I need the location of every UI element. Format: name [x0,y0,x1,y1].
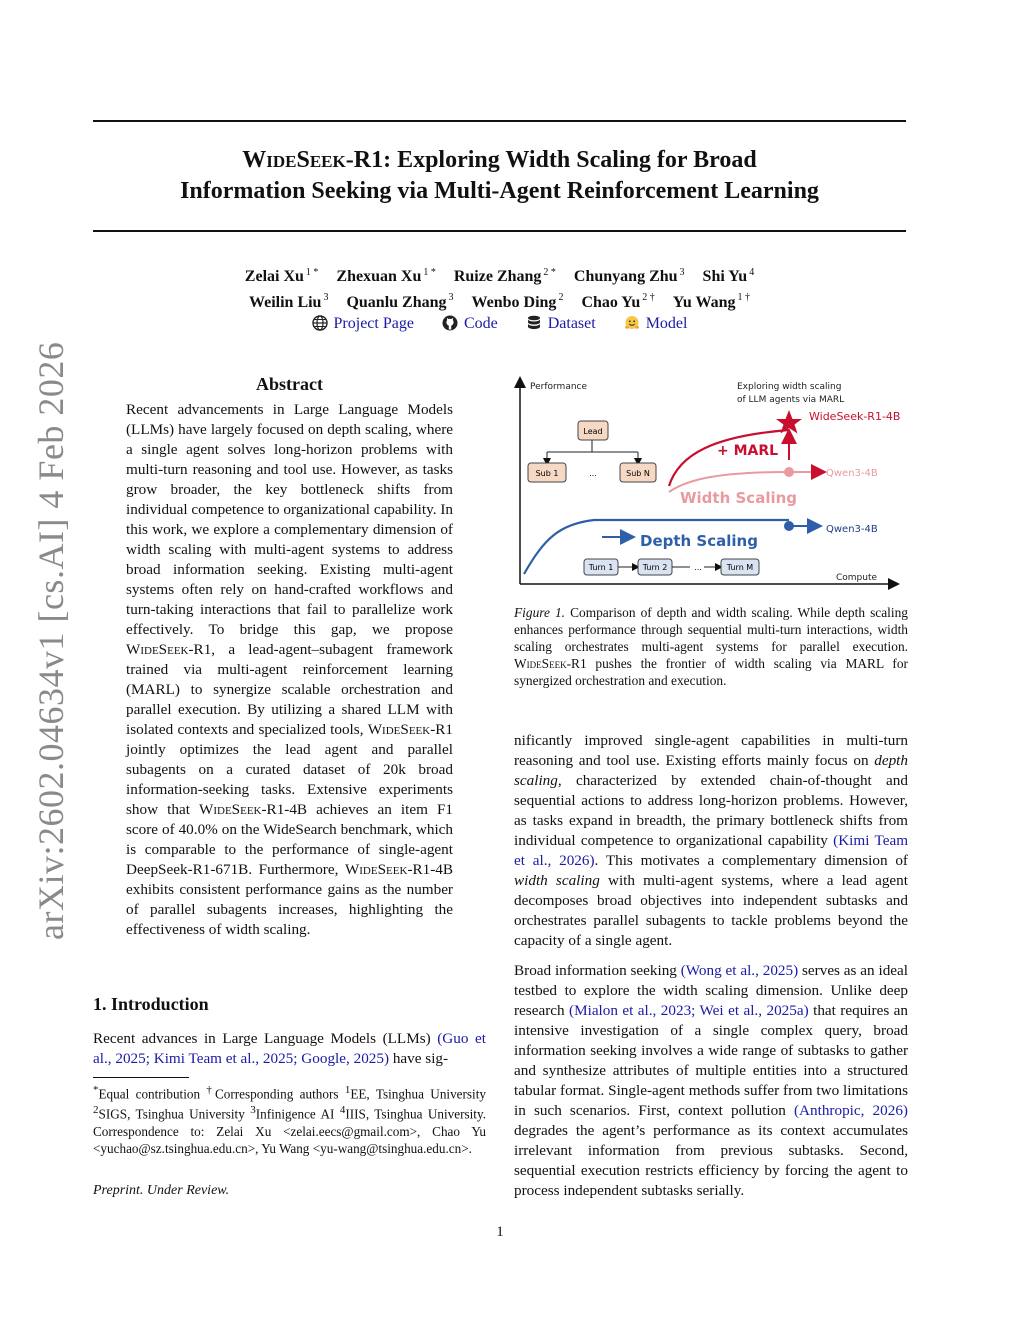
globe-icon [312,315,328,331]
title-line-2: Information Seeking via Multi-Agent Reinforcement Learning [180,178,819,204]
section-heading-introduction: 1. Introduction [93,994,209,1014]
citation-link[interactable]: (Kimi Team et al., 2026) [514,832,909,869]
turn-2-node: Turn 2 [642,563,668,572]
paragraph: nificantly improved single-agent capabilities in multi-turn reasoning and tool use. Existing efforts mainly focus on depth scaling, characterized by extended chain-of-thought and sequential actions to address long-horizon problems. However, as tasks expand in breadth, the primary bottleneck shifts from individual competence to organizational capability (Kimi Team et al., 2026). This motivates a complementary dimension of width scaling with multi-agent systems, where a lead agent decomposes broad objectives into independent subtasks and orchestrates parallel subagents to tackle problems beyond the capacity of a single agent. [514,732,909,949]
author: Yu Wang $^{1 \dagger}$ [672,292,750,311]
marl-label: + MARL [717,443,779,459]
citation-link[interactable]: (Wong et al., 2025) [680,962,799,979]
model-link[interactable]: Model [624,315,688,332]
sub-1-node: Sub 1 [535,469,559,478]
author: Ruize Zhang $^{2 *}$ [453,267,556,286]
author: Zelai Xu $^{1 *}$ [244,267,319,286]
author: Quanlu Zhang $^3$ [346,292,454,311]
author: Chunyang Zhu $^3$ [573,267,685,286]
resource-links [93,315,906,333]
x-axis-label: Compute [836,573,878,583]
intro-right-column [514,731,908,1211]
lead-node: Lead [583,427,603,436]
author: Zhexuan Xu $^{1 *}$ [336,267,436,286]
qwen-dark-marker [784,521,794,531]
turn-m-node: Turn M [726,563,754,572]
qwen-light-label: Qwen3-4B [826,468,878,479]
preprint-notice: Preprint. Under Review. [93,1183,230,1198]
figure-1-diagram [514,374,908,596]
code-link[interactable]: Code [442,315,502,332]
paragraph: Broad information seeking (Wong et al., 2025) serves as an ideal testbed to explore the width scaling dimension. Unlike deep research (Mialon et al., 2023; Wei et al., 2025a) that requires an intensive investigation of a single complex query, broad information seeking involves a wide range of subtasks to gather and synthesize attributes of multiple entities into a structured tabular format. Single-agent methods suffer from two limitations in such scenarios. First, context pollution (Anthropic, 2026) degrades the agent’s performance as its context accumulates irrelevant information from previous subtasks. Second, sequential execution restricts efficiency by forcing the agent to process independent subtasks serially. [514,962,909,1199]
lead-subagent-tree [528,421,656,482]
github-icon [442,315,458,331]
qwen-light-marker [784,467,794,477]
page-number: 1 [496,1224,504,1240]
abstract-body: Recent advancements in Large Language Models (LLMs) have largely focused on depth scaling, where a single agent solves long-horizon problems with multi-turn reasoning and tool use. However, as tasks grow broader, the key bottleneck shifts from individual competence to organizational capability. In this work, we explore a complementary dimension of width scaling with multi-agent systems to address broad information seeking. Existing multi-agent systems often rely on hand-crafted workflows and turn-taking interactions that fail to parallelize work effectively. To bridge this gap, we propose WideSeek-R1, a lead-agent–subagent framework trained via multi-agent reinforcement learning (MARL) to synergize scalable orchestration and parallel execution. By utilizing a shared LLM with isolated contexts and specialized tools, WideSeek-R1 jointly optimizes the lead agent and parallel subagents on a curated dataset of 20k broad information-seeking tasks. Extensive experiments show that WideSeek-R1-4B achieves an item F1 score of 40.0% on the WideSearch benchmark, which is comparable to the performance of single-agent DeepSeek-R1-671B. Furthermore, WideSeek-R1-4B exhibits consistent performance gains as the number of parallel subagents increases, highlighting the effectiveness of width scaling. [126,401,454,938]
qwen-dark-label: Qwen3-4B [826,524,878,535]
dataset-link[interactable]: Dataset [526,315,600,332]
database-icon [526,315,542,331]
abstract-heading: Abstract [256,374,323,394]
citation-link[interactable]: (Mialon et al., 2023; Wei et al., 2025a) [569,1002,809,1019]
wideseek-label: WideSeek-R1-4B [809,410,901,423]
citation-link[interactable]: (Guo et al., 2025; Kimi Team et al., 2025; Google, 2025) [93,1030,486,1067]
figure-1-caption: Figure 1. Comparison of depth and width scaling. While depth scaling enhances performance through sequential multi-turn interactions, width scaling orchestrates multi-agent systems for parallel execution. WideSeek-R1 pushes the frontier of width scaling via MARL for synergized orchestration and execution. [514,605,908,688]
width-scaling-label: Width Scaling [680,489,798,507]
y-axis-label: Performance [530,382,588,392]
paper-title [93,145,906,207]
title-bottom-rule [93,230,906,232]
ellipsis: ... [589,469,597,478]
author: Chao Yu $^{2 \dagger}$ [581,292,655,311]
huggingface-icon [624,315,640,331]
ellipsis: ... [694,563,702,572]
author: Weilin Liu $^3$ [248,292,329,311]
project-page-link[interactable]: Project Page [312,315,418,332]
footnote-rule [93,1077,189,1078]
citation-link[interactable]: (Anthropic, 2026) [793,1102,908,1119]
footnote: *Equal contribution †Corresponding authors $^1$EE, Tsinghua University $^2$SIGS, Tsinghua University $^3$Infinigence AI $^4$IIIS, Tsinghua University. Correspondence to: Zelai Xu <zelai.eecs@gmail.com>, Chao Yu <yuchao@sz.tsinghua.edu.cn>, Yu Wang <yu-wang@tsinghua.edu.cn>. [93,1084,486,1156]
figure-note: of LLM agents via MARL [737,395,845,405]
depth-scaling-label: Depth Scaling [640,532,758,550]
arxiv-identifier: arXiv:2602.04634v1 [cs.AI] 4 Feb 2026 [31,341,71,940]
intro-paragraph: Recent advances in Large Language Models (LLMs) (Guo et al., 2025; Kimi Team et al., 2025; Google, 2025) have sig- [93,1030,486,1067]
turn-chain [584,559,759,575]
figure-note: Exploring width scaling [737,382,842,392]
author: Shi Yu $^4$ [702,267,755,286]
title-system-name: WideSeek [242,147,346,173]
turn-1-node: Turn 1 [588,563,614,572]
author-list [93,262,906,313]
title-line-1: -R1: Exploring Width Scaling for Broad [345,147,757,173]
sub-n-node: Sub N [626,469,650,478]
author: Wenbo Ding $^2$ [471,292,564,311]
title-top-rule [93,120,906,122]
